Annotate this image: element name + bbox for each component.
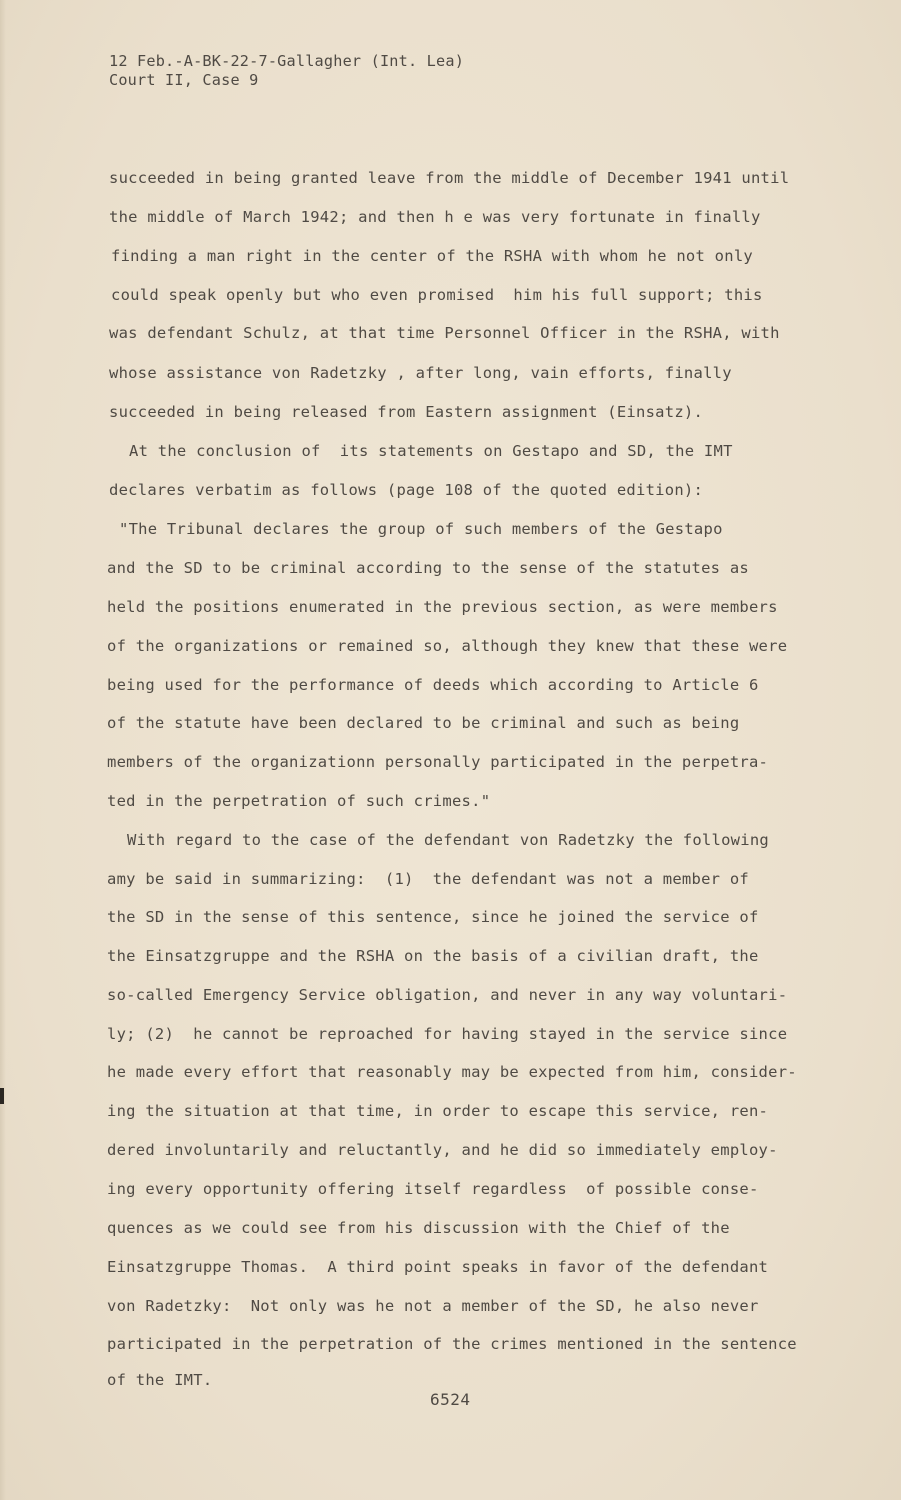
body-line: succeeded in being granted leave from the middle of December 1941 until bbox=[109, 169, 790, 187]
body-line: succeeded in being released from Eastern assignment (Einsatz). bbox=[109, 403, 704, 421]
body-line: "The Tribunal declares the group of such members of the Gestapo bbox=[119, 520, 723, 538]
body-line: Einsatzgruppe Thomas. A third point speaks in favor of the defendant bbox=[107, 1258, 769, 1276]
body-line: von Radetzky: Not only was he not a member of the SD, he also never bbox=[107, 1297, 759, 1315]
header-case-reference: 12 Feb.-A-BK-22-7-Gallagher (Int. Lea) bbox=[109, 52, 465, 70]
document-header bbox=[109, 52, 464, 90]
body-line: being used for the performance of deeds which according to Article 6 bbox=[107, 676, 759, 694]
body-line: dered involuntarily and reluctantly, and he did so immediately employ- bbox=[107, 1141, 778, 1159]
body-line: ing the situation at that time, in order to escape this service, ren- bbox=[107, 1102, 769, 1120]
binding-edge-mark bbox=[0, 1088, 4, 1104]
body-line: members of the organizationn personally participated in the perpetra- bbox=[107, 753, 769, 771]
body-line: ted in the perpetration of such crimes." bbox=[107, 792, 491, 810]
body-line: the middle of March 1942; and then h e was very fortunate in finally bbox=[109, 208, 761, 226]
header-court-case: Court II, Case 9 bbox=[109, 71, 259, 89]
body-line: of the IMT. bbox=[107, 1371, 213, 1389]
body-line: declares verbatim as follows (page 108 of the quoted edition): bbox=[109, 481, 704, 499]
body-line: of the statute have been declared to be criminal and such as being bbox=[107, 714, 740, 732]
page-number: 6524 bbox=[430, 1390, 471, 1409]
body-line: participated in the perpetration of the crimes mentioned in the sentence bbox=[107, 1335, 797, 1353]
body-line: ing every opportunity offering itself regardless of possible conse- bbox=[107, 1180, 759, 1198]
body-line: he made every effort that reasonably may be expected from him, consider- bbox=[107, 1063, 797, 1081]
body-line: whose assistance von Radetzky , after long, vain efforts, finally bbox=[109, 364, 732, 382]
body-line: the Einsatzgruppe and the RSHA on the basis of a civilian draft, the bbox=[107, 947, 759, 965]
body-line: could speak openly but who even promised him his full support; this bbox=[111, 286, 763, 304]
body-line: ly; (2) he cannot be reproached for having stayed in the service since bbox=[107, 1025, 788, 1043]
body-line: held the positions enumerated in the previous section, as were members bbox=[107, 598, 778, 616]
body-line: At the conclusion of its statements on Gestapo and SD, the IMT bbox=[129, 442, 733, 460]
body-line: was defendant Schulz, at that time Personnel Officer in the RSHA, with bbox=[109, 324, 780, 342]
body-line: finding a man right in the center of the RSHA with whom he not only bbox=[111, 247, 753, 265]
body-line: of the organizations or remained so, although they knew that these were bbox=[107, 637, 788, 655]
body-line: quences as we could see from his discussion with the Chief of the bbox=[107, 1219, 730, 1237]
body-line: the SD in the sense of this sentence, since he joined the service of bbox=[107, 908, 759, 926]
body-line: amy be said in summarizing: (1) the defendant was not a member of bbox=[107, 870, 749, 888]
body-line: With regard to the case of the defendant von Radetzky the following bbox=[127, 831, 769, 849]
body-line: so-called Emergency Service obligation, and never in any way voluntari- bbox=[107, 986, 788, 1004]
body-line: and the SD to be criminal according to the sense of the statutes as bbox=[107, 559, 749, 577]
